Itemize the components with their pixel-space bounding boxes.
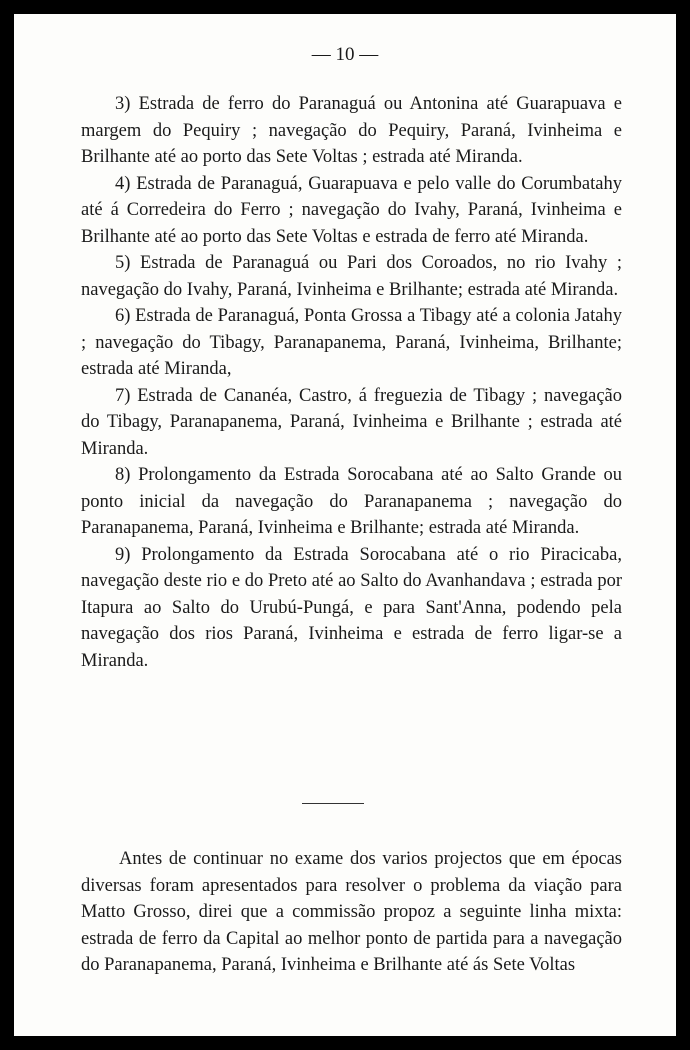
page-number: — 10 — <box>311 44 379 65</box>
route-item-4: 4) Estrada de Paranaguá, Guarapuava e pelo valle do Corumbatahy até á Corredeira do Ferro ; navegação do Ivahy, Paraná, Ivinheima e Brilhante até ao porto das Sete Voltas e estrada de ferro até Miranda. <box>81 173 622 247</box>
route-item-9: 9) Prolongamento da Estrada Sorocabana até o rio Piracicaba, navegação deste rio e do Preto até ao Salto do Avanhandava ; estrada por Itapura ao Salto do Urubú-Pungá, e para Sant'Anna, podendo pela navegação dos rios Paraná, Ivinheima e estrada de ferro ligar-se a Miranda. <box>81 544 622 671</box>
route-item-7: 7) Estrada de Cananéa, Castro, á freguezia de Tibagy ; navegação do Tibagy, Paranapanema, Paraná, Ivinheima e Brilhante ; estrada até Miranda. <box>81 385 622 459</box>
route-item-8: 8) Prolongamento da Estrada Sorocabana até ao Salto Grande ou ponto inicial da navegação do Paranapanema ; navegação do Paranapanema, Paraná, Ivinheima e Brilhante; estrada até Miranda. <box>81 465 622 538</box>
section-divider <box>302 803 364 804</box>
route-item-6: 6) Estrada de Paranaguá, Ponta Grossa a Tibagy até a colonia Jatahy ; navegação do Tibagy, Paranapanema, Paraná, Ivinheima, Brilhante; estrada até Miranda, <box>81 306 622 379</box>
route-item-5: 5) Estrada de Paranaguá ou Pari dos Coroados, no rio Ivahy ; navegação do Ivahy, Paraná, Ivinheima e Brilhante; estrada até Miranda. <box>81 253 622 300</box>
closing-section <box>81 846 622 979</box>
route-item-3: 3) Estrada de ferro do Paranaguá ou Antonina até Guarapuava e margem do Pequiry ; navegação do Pequiry, Paraná, Ivinheima e Brilhante até ao porto das Sete Voltas ; estrada até Miranda. <box>81 94 622 167</box>
document-page <box>14 14 676 1036</box>
route-list <box>81 91 622 674</box>
closing-paragraph: Antes de continuar no exame dos varios projectos que em épocas diversas foram apresentados para resolver o problema da viação para Matto Grosso, direi que a commissão propoz a seguinte linha mixta: estrada de ferro da Capital ao melhor ponto de partida para a navegação do Paranapanema, Paraná, Ivinheima e Brilhante até ás Sete Voltas <box>81 849 622 975</box>
